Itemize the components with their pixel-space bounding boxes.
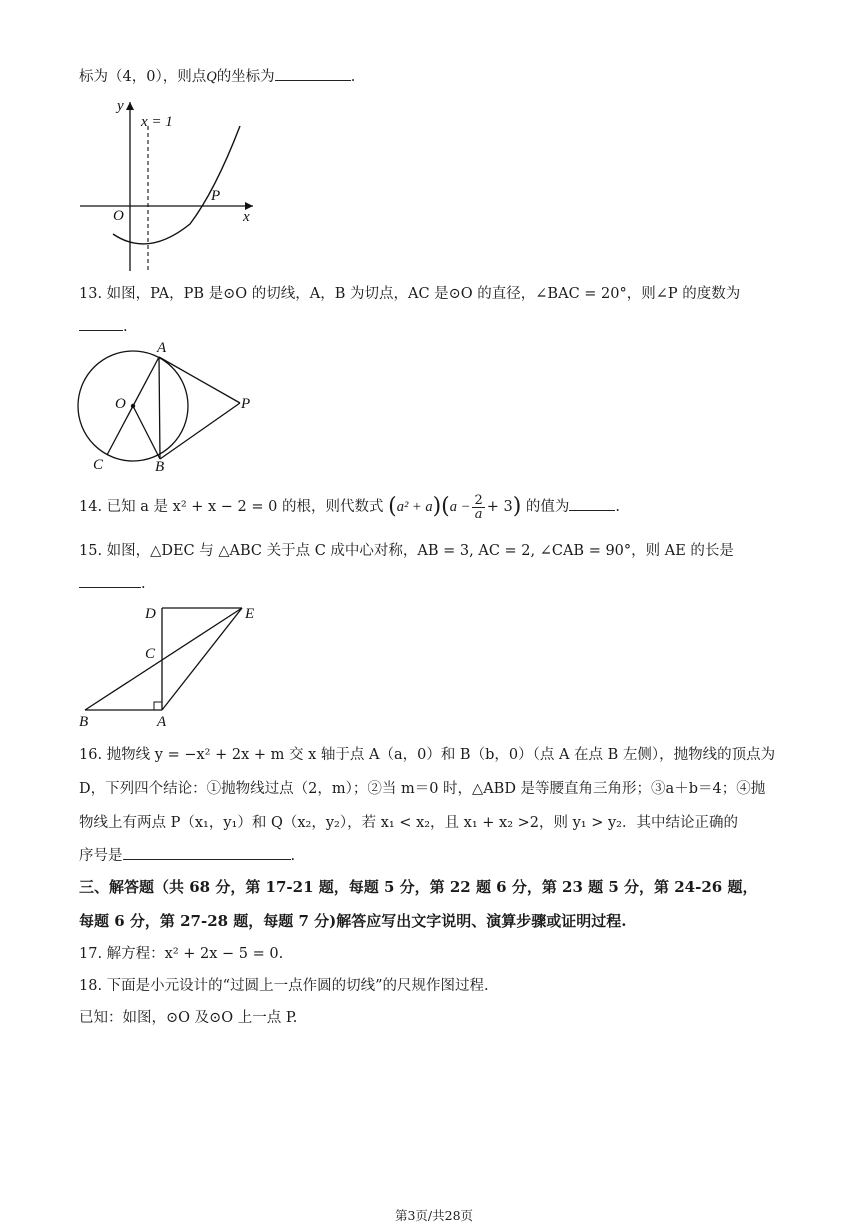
q14-expr1: a² + a	[396, 499, 433, 515]
q13-end: .	[123, 319, 128, 335]
b-label: B	[155, 459, 165, 475]
paren-close-2: )	[512, 494, 522, 519]
q16-line2: D，下列四个结论：①抛物线过点（2，m）；②当 m＝0 时，△ABD 是等腰直角三角形；③a＋b＝4；④抛	[79, 781, 766, 797]
origin-label: O	[113, 208, 124, 224]
segment-ab	[159, 357, 160, 459]
q14-post: 的值为	[525, 499, 570, 515]
a-label: A	[157, 714, 167, 730]
q16-line1: 16. 抛物线 y = −x² + 2x + m 交 x 轴于点 A（a，0）和 B（b，0）（点 A 在点 B 左侧），抛物线的顶点为	[79, 747, 776, 763]
y-label: y	[117, 98, 124, 114]
parabola-figure	[75, 96, 260, 276]
q15-line1: 15. 如图，△DEC 与 △ABC 关于点 C 成中心对称，AB = 3, AC = 2, ∠CAB = 90°，则 AE 的长是	[79, 543, 734, 559]
answer-blank	[123, 845, 291, 860]
d-label: D	[145, 606, 156, 622]
circle-tangent-figure	[75, 340, 265, 475]
parabola-curve	[113, 126, 240, 244]
q13-line2	[79, 316, 128, 337]
b-label: B	[79, 714, 89, 730]
segment-ae	[162, 608, 242, 710]
segment-be	[85, 608, 242, 710]
answer-blank	[79, 316, 123, 331]
paren-close: )	[432, 494, 442, 519]
q14	[79, 492, 620, 522]
page-footer: 第3页/共28页	[394, 1208, 474, 1223]
q15-line2	[79, 573, 146, 594]
q12-var: Q	[206, 69, 217, 85]
paren-open: (	[388, 494, 397, 519]
q15-end: .	[141, 576, 146, 592]
q16-line4-text: 序号是	[79, 848, 123, 864]
q16-end: .	[290, 848, 296, 864]
segment-pb	[160, 403, 240, 459]
answer-blank	[79, 573, 141, 588]
q13-line1: 13. 如图，PA，PB 是⊙O 的切线，A，B 为切点，AC 是⊙O 的直径，∠BAC = 20°，则∠P 的度数为	[79, 286, 741, 302]
c-label: C	[93, 457, 104, 473]
segment-pa	[159, 357, 240, 403]
p-label: P	[241, 396, 251, 412]
paren-open-2: (	[441, 494, 450, 519]
c-label: C	[145, 646, 156, 662]
q12-text2: 的坐标为	[216, 69, 275, 85]
center-dot	[131, 404, 135, 408]
q14-end: .	[615, 499, 621, 515]
p-label: P	[211, 188, 221, 204]
x-label: x	[243, 209, 250, 225]
section3-line2: 每题 6 分，第 27-28 题，每题 7 分)解答应写出文字说明、演算步骤或证明过程.	[79, 912, 627, 930]
fraction	[472, 494, 484, 521]
frac-den: a	[474, 506, 483, 522]
segment-ob	[133, 406, 160, 459]
answer-blank	[569, 496, 615, 511]
q18-line1: 18. 下面是小元设计的“过圆上一点作圆的切线”的尺规作图过程.	[79, 978, 489, 994]
q16-line3: 物线上有两点 P（x₁，y₁）和 Q（x₂，y₂），若 x₁ < x₂，且 x₁ + x₂ >2，则 y₁ > y₂．其中结论正确的	[79, 815, 738, 831]
a-label: A	[157, 340, 167, 356]
symmetry-figure	[75, 598, 275, 730]
q12-tail	[79, 66, 355, 87]
right-angle-mark	[154, 702, 162, 710]
line-label: x = 1	[141, 114, 173, 130]
o-label: O	[115, 396, 126, 412]
section3-line1: 三、解答题（共 68 分，第 17-21 题，每题 5 分，第 22 题 6 分，第 23 题 5 分，第 24-26 题，	[79, 878, 758, 896]
e-label: E	[245, 606, 255, 622]
q14-pre: 14. 已知 a 是 x² + x − 2 = 0 的根，则代数式	[79, 499, 384, 515]
q14-expr2b: + 3	[486, 499, 513, 515]
q14-expr2a: a −	[449, 499, 471, 515]
q12-end: .	[350, 69, 356, 85]
q12-text: 标为（4，0），则点	[79, 69, 207, 85]
q16-line4	[79, 845, 295, 866]
q18-line2: 已知：如图，⊙O 及⊙O 上一点 P.	[79, 1010, 298, 1026]
y-axis-arrow	[126, 102, 134, 110]
frac-num: 2	[474, 492, 483, 508]
answer-blank	[275, 66, 351, 81]
q17: 17. 解方程：x² + 2x − 5 = 0.	[79, 946, 284, 962]
